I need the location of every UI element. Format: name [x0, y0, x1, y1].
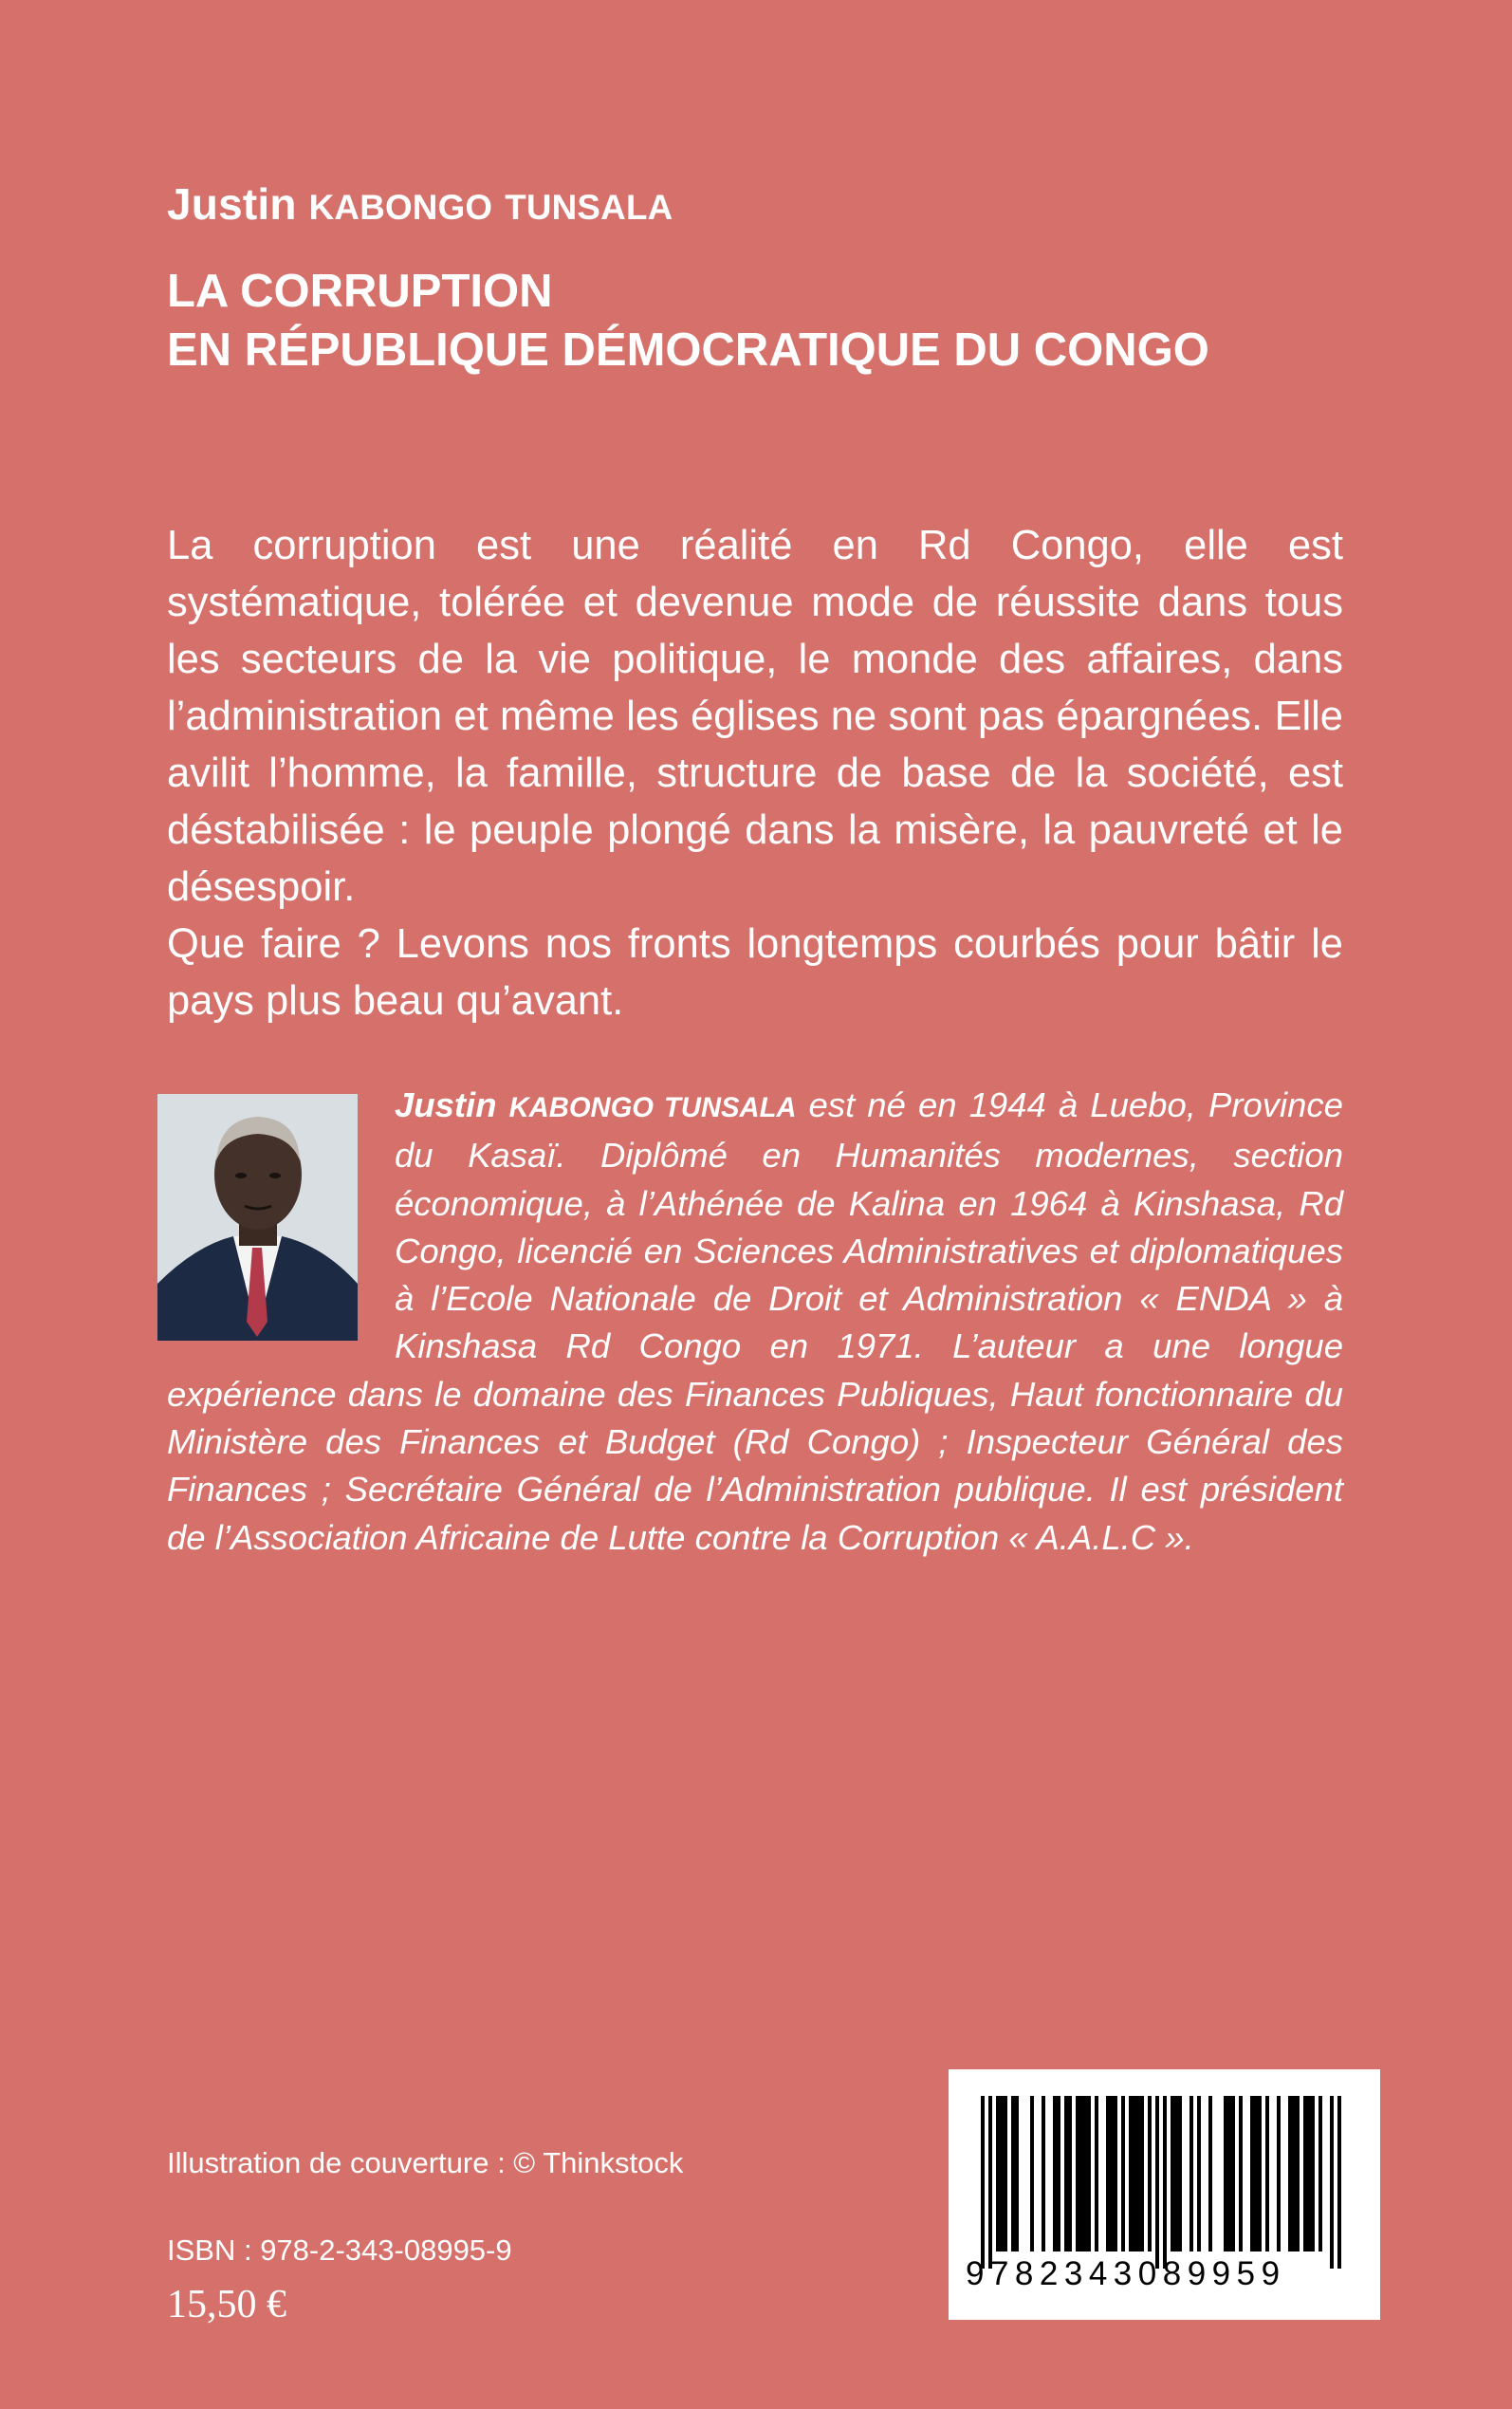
barcode-bar — [1296, 2096, 1300, 2251]
barcode-bar — [1095, 2096, 1098, 2251]
isbn-number: ISBN : 978-2-343-08995-9 — [167, 2233, 512, 2267]
barcode-bar — [1136, 2096, 1140, 2251]
barcode-bar — [1250, 2096, 1254, 2251]
barcode-bar — [1258, 2096, 1262, 2251]
author-biography — [167, 1082, 1343, 1562]
barcode-bar — [1133, 2096, 1136, 2251]
barcode-bar — [1083, 2096, 1087, 2251]
barcode-bar — [1114, 2096, 1117, 2251]
barcode-bar — [1330, 2096, 1334, 2269]
cover-illustration-credit: Illustration de couverture : © Thinkstock — [167, 2146, 684, 2179]
barcode-bar — [1189, 2096, 1193, 2251]
barcode-bar — [1110, 2096, 1114, 2251]
barcode-bar — [1015, 2096, 1019, 2251]
barcode-bar — [1318, 2096, 1322, 2251]
barcode-bar — [1227, 2096, 1231, 2251]
barcode-bar — [1057, 2096, 1060, 2251]
barcode — [949, 2069, 1380, 2320]
barcode-bar — [1042, 2096, 1045, 2251]
barcode-bar — [1155, 2096, 1159, 2269]
barcode-bar — [996, 2096, 1000, 2251]
barcode-bar — [1311, 2096, 1315, 2251]
barcode-bar — [1277, 2096, 1281, 2251]
barcode-bar — [1307, 2096, 1311, 2251]
author-name — [167, 178, 673, 230]
barcode-bar — [1208, 2096, 1212, 2251]
author-last-name-1: KABONGO — [308, 188, 493, 227]
barcode-bar — [988, 2096, 992, 2269]
bio-author-name — [395, 1085, 796, 1124]
title-line-1: LA CORRUPTION — [167, 266, 553, 317]
bio-first-name: Justin — [395, 1085, 497, 1124]
barcode-bar — [1174, 2096, 1178, 2251]
author-last-name-2: TUNSALA — [505, 188, 673, 227]
barcode-bar — [1292, 2096, 1296, 2251]
back-cover-blurb — [167, 517, 1343, 1029]
barcode-bar — [1079, 2096, 1083, 2251]
barcode-bar — [1087, 2096, 1091, 2251]
barcode-bar — [1337, 2096, 1341, 2269]
barcode-bar — [1064, 2096, 1068, 2251]
book-title — [167, 262, 1209, 380]
barcode-bar — [1265, 2096, 1269, 2251]
barcode-bar — [1053, 2096, 1057, 2251]
photo-spacer — [167, 1082, 395, 1328]
barcode-bar — [1140, 2096, 1144, 2251]
barcode-bar — [1197, 2096, 1201, 2251]
barcode-bar — [1076, 2096, 1079, 2251]
barcode-bar — [1148, 2096, 1152, 2251]
barcode-bar — [1106, 2096, 1110, 2251]
barcode-bar — [1004, 2096, 1007, 2251]
barcode-bar — [1011, 2096, 1015, 2251]
barcode-bar — [1030, 2096, 1034, 2251]
title-line-2: EN RÉPUBLIQUE DÉMOCRATIQUE DU CONGO — [167, 324, 1209, 376]
bio-text: est né en 1944 à Luebo, Province du Kasaï. Diplômé en Humanités modernes, section économique, à l’Athénée de Kalina en 1964 à Kinshasa, Rd Congo, licencié en Sciences Administratives et diplomatiques à l’Ecole Nationale de Droit et Administration « ENDA » à Kinshasa Rd Congo en 1971. L’auteur a une longue expérience dans le domaine des Finances Publiques, Haut fonctionnaire du Ministère des Finances et Budget (Rd Congo) ; Inspecteur Général des Finances ; Secrétaire Général de l’Administration publique. Il est président de l’Association Africaine de Lutte contre la Corruption « A.A.L.C ». — [167, 1085, 1343, 1557]
barcode-bar — [1129, 2096, 1133, 2251]
bio-last-name: KABONGO TUNSALA — [508, 1093, 797, 1123]
barcode-bar — [1288, 2096, 1292, 2251]
blurb-paragraph-1: La corruption est une réalité en Rd Congo, elle est systématique, tolérée et devenue mode de réussite dans tous les secteurs de la vie politique, le monde des affaires, dans l’administration et même les églises ne sont pas épargnées. Elle avilit l’homme, la famille, structure de base de la société, est déstabilisée : le peuple plongé dans la misère, la pauvreté et le désespoir. — [167, 523, 1343, 910]
barcode-bar — [1224, 2096, 1227, 2251]
barcode-bar — [1121, 2096, 1125, 2251]
barcode-bar — [1068, 2096, 1072, 2251]
barcode-bar — [1163, 2096, 1167, 2269]
barcode-bar — [1000, 2096, 1004, 2251]
price: 15,50 € — [167, 2283, 286, 2326]
barcode-bar — [1239, 2096, 1243, 2251]
barcode-bar — [1303, 2096, 1307, 2251]
barcode-bar — [1231, 2096, 1235, 2251]
barcode-bar — [981, 2096, 985, 2269]
barcode-digits: 9782343089959 — [966, 2255, 1286, 2292]
barcode-bar — [1171, 2096, 1174, 2251]
barcode-bar — [1178, 2096, 1182, 2251]
barcode-bar — [1254, 2096, 1258, 2251]
author-first-name: Justin — [167, 179, 297, 229]
blurb-paragraph-2: Que faire ? Levons nos fronts longtemps courbés pour bâtir le pays plus beau qu’avant. — [167, 921, 1343, 1024]
